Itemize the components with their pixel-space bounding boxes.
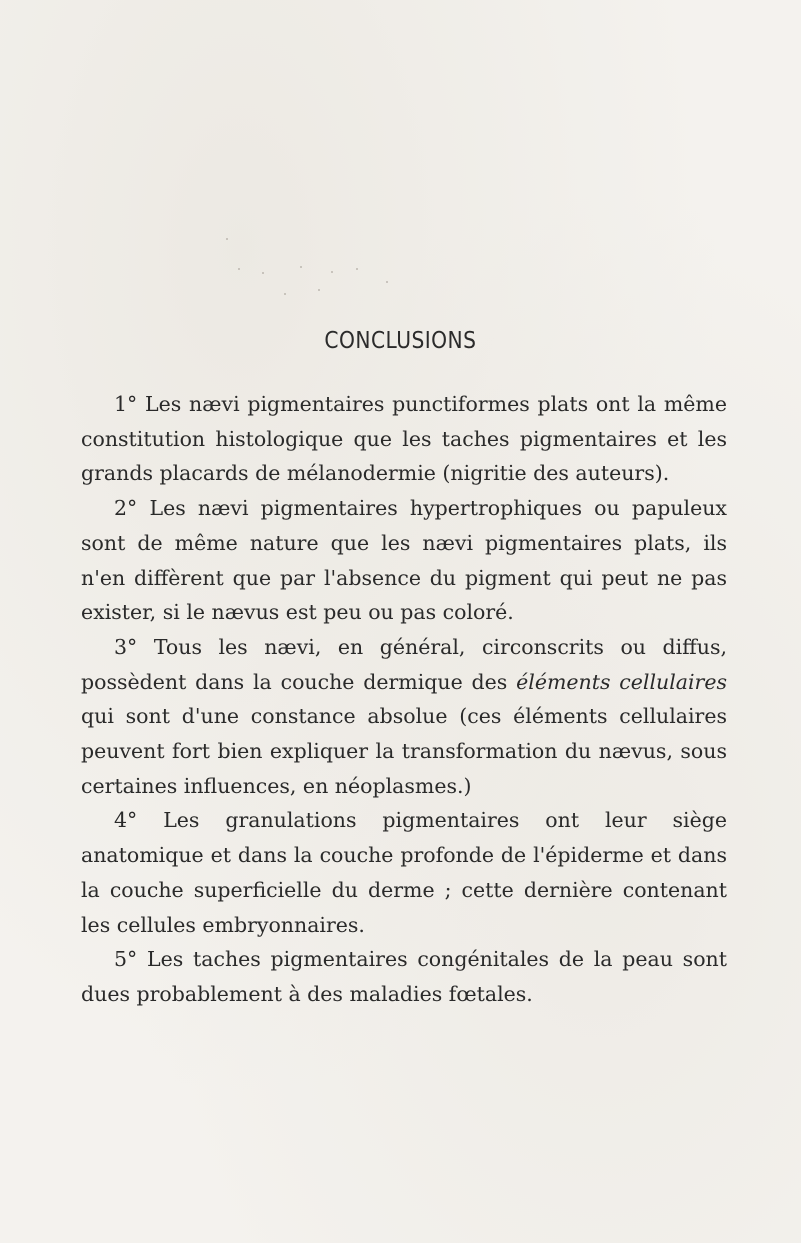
conclusion-text-after: qui sont d'une constance absolue (ces éléments cellulaires peuvent fort bien expliquer la transformation du nævus, sous certaines influences, en néoplasmes.): [81, 704, 727, 798]
conclusion-text: Les taches pigmentaires congénitales de la peau sont dues probablement à des maladies fœtales.: [81, 947, 727, 1006]
conclusions-list: [81, 387, 727, 1012]
page-title: CONCLUSIONS: [324, 328, 477, 354]
conclusion-emphasis: éléments cellulaires: [516, 669, 727, 694]
conclusion-1: [81, 387, 727, 491]
conclusion-number: 3°: [114, 634, 138, 659]
conclusion-2: [81, 491, 727, 630]
conclusion-number: 5°: [114, 947, 138, 972]
conclusion-3: [81, 630, 727, 804]
conclusion-text: Tous les nævi, en général, circonscrits ou diffus, possèdent dans la couche dermique des: [81, 634, 727, 694]
conclusion-text: Les nævi pigmentaires hypertrophiques ou papuleux sont de même nature que les nævi pigmentaires plats, ils n'en diffèrent que par l'absence du pigment qui peut ne pas exister, si le nævus est peu ou pas coloré.: [81, 496, 727, 625]
conclusion-number: 4°: [114, 808, 138, 833]
conclusion-text: Les granulations pigmentaires ont leur siège anatomique et dans la couche profonde de l'épiderme et dans la couche superficielle du derme ; cette dernière contenant les cellules embryonnaires.: [81, 808, 727, 937]
conclusion-4: [81, 803, 727, 942]
conclusion-5: [81, 942, 727, 1011]
conclusion-number: 2°: [114, 496, 138, 521]
conclusion-number: 1°: [114, 392, 138, 416]
conclusion-text: Les nævi pigmentaires punctiformes plats ont la même constitution histologique que les taches pigmentaires et les grands placards de mélanodermie (nigritie des auteurs).: [81, 392, 727, 486]
